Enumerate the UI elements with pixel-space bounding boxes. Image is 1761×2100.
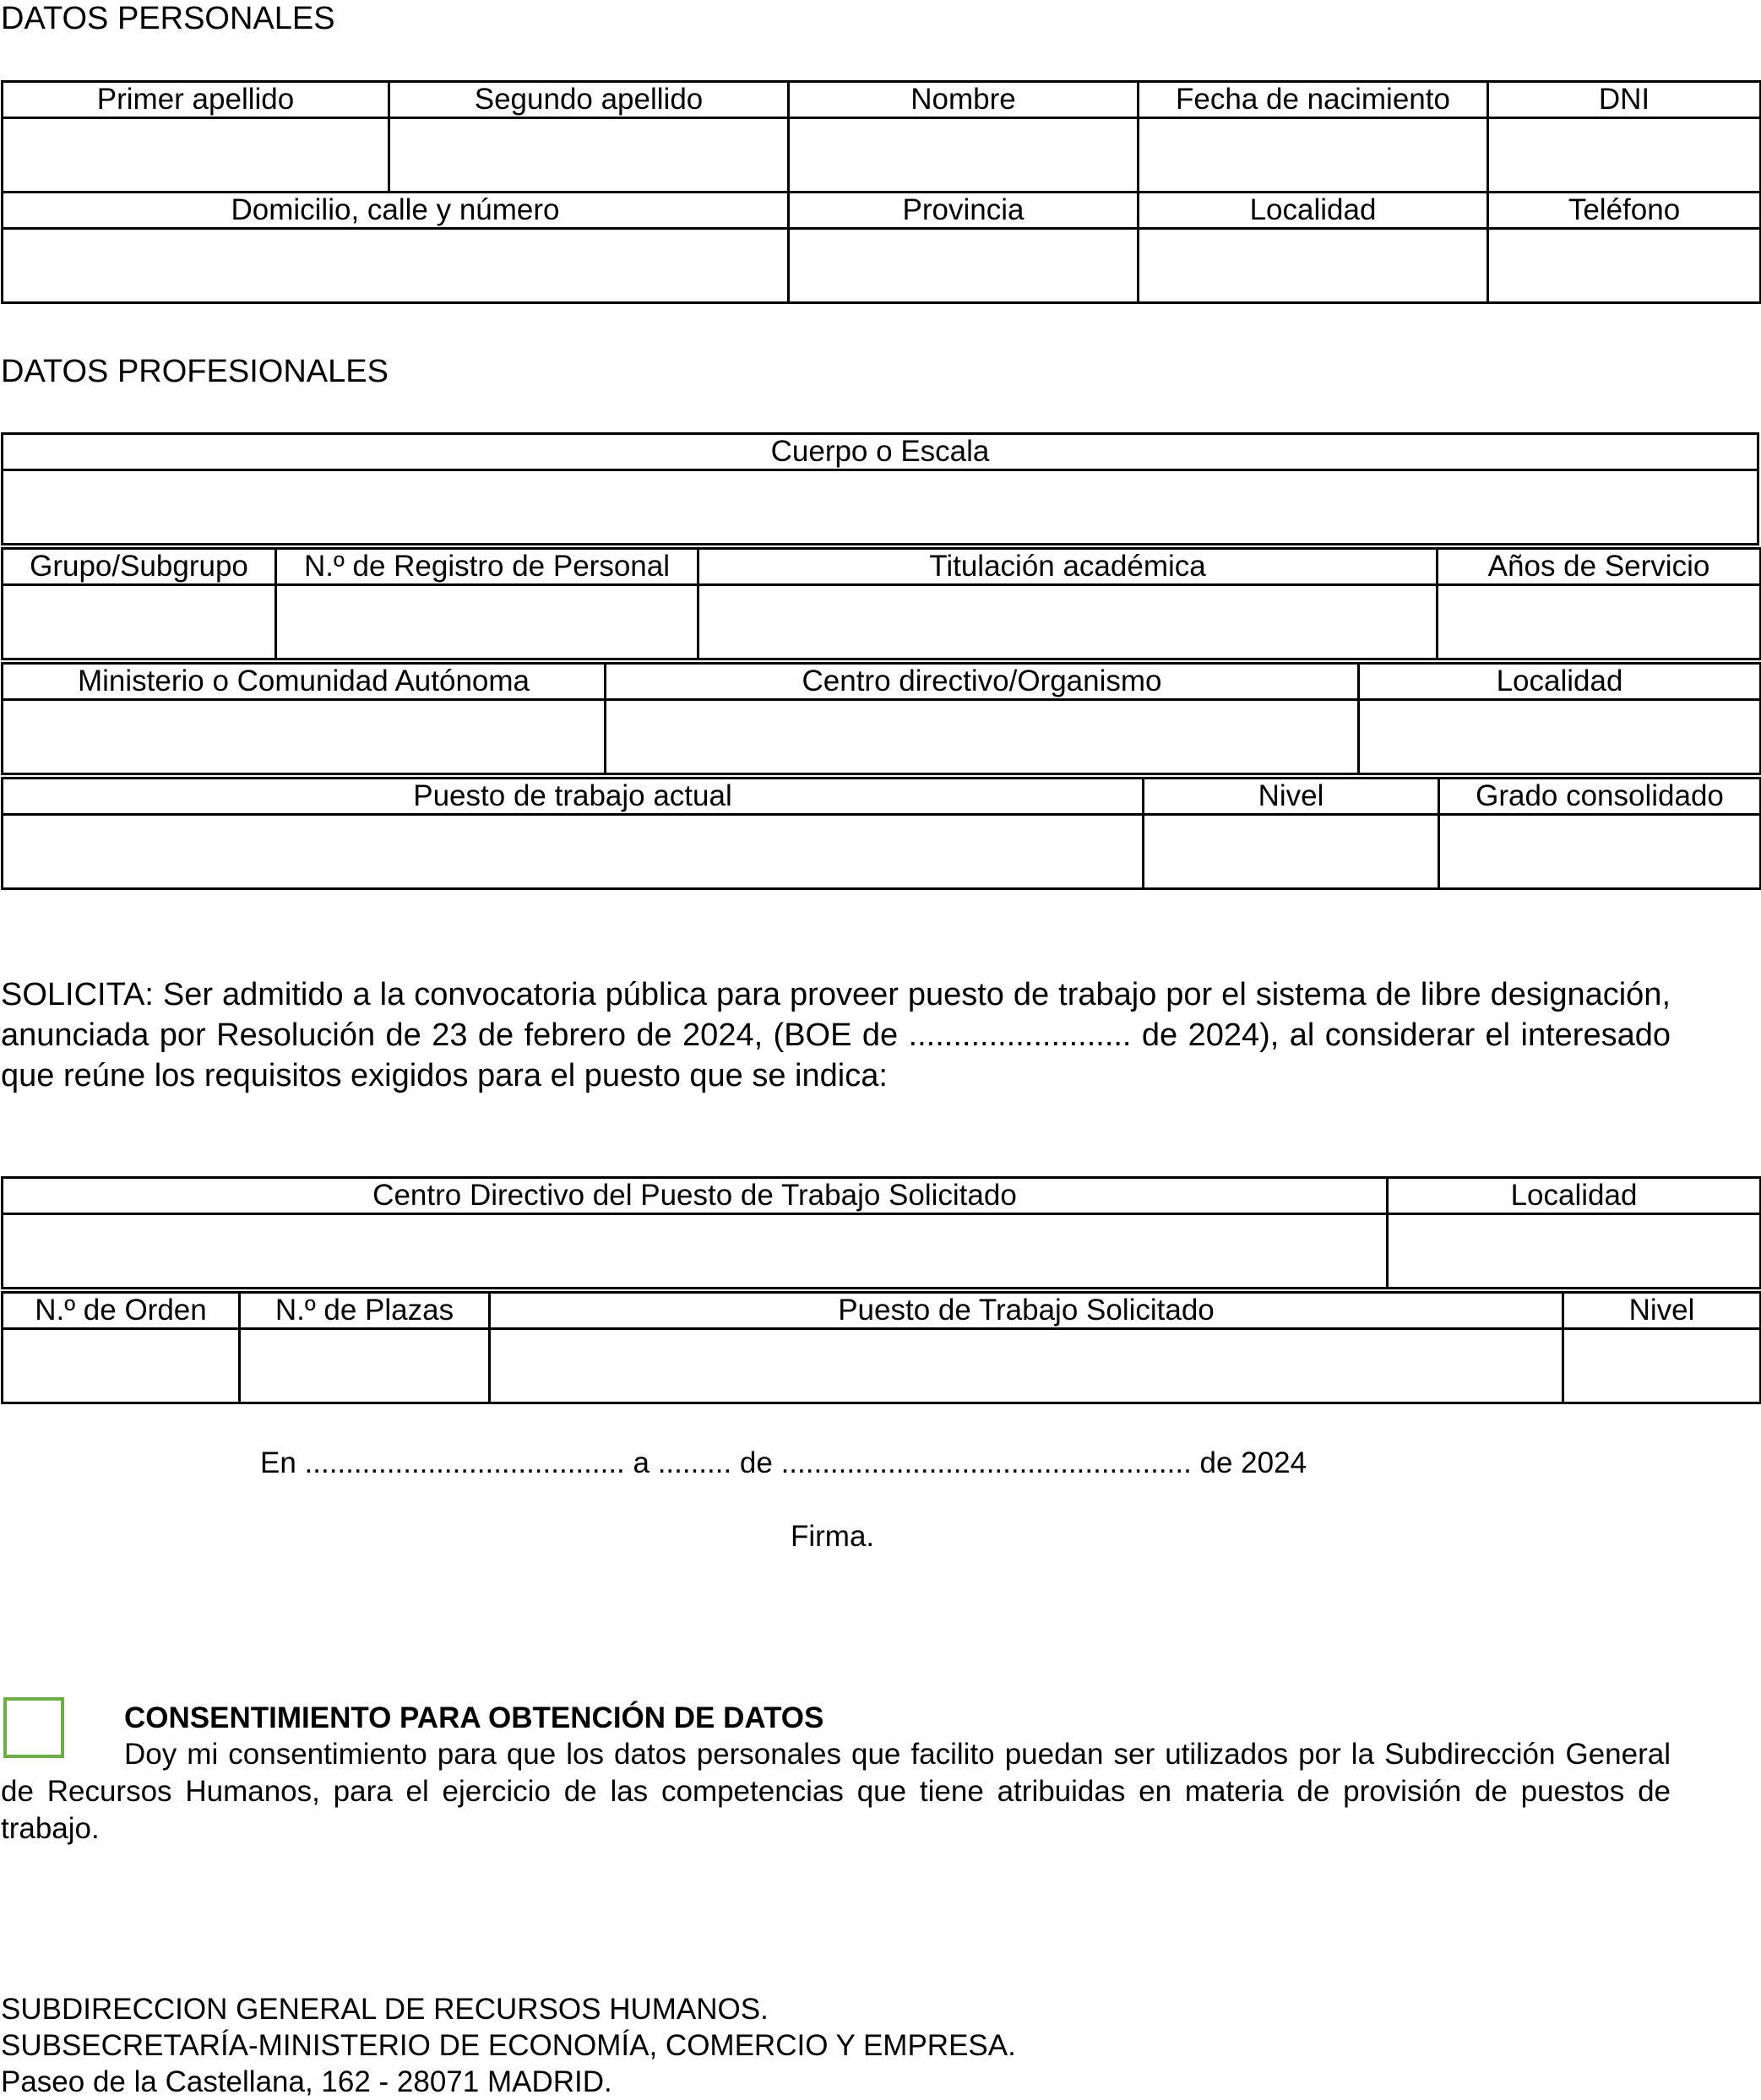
header-provincia: Provincia [789,193,1139,229]
field-centro-solicitado[interactable] [3,1214,1388,1289]
header-dni: DNI [1488,82,1761,118]
header-nivel-actual: Nivel [1144,779,1439,815]
field-localidad[interactable] [1139,229,1488,303]
professional-grupo-table [1,547,1761,660]
field-grado-consolidado[interactable] [1439,815,1761,889]
field-centro-directivo[interactable] [606,700,1359,774]
header-telefono: Teléfono [1488,193,1761,229]
consent-title: CONSENTIMIENTO PARA OBTENCIÓN DE DATOS [124,1701,824,1734]
header-nombre: Nombre [789,82,1139,118]
field-cuerpo-escala[interactable] [3,470,1758,545]
field-dni[interactable] [1488,118,1761,193]
field-primer-apellido[interactable] [3,118,389,193]
personal-section-title: DATOS PERSONALES [1,1,335,36]
consent-text: Doy mi consentimiento para que los datos personales que facilito puedan ser utilizados por la Subdirección General de Recursos Humanos, para el ejercicio de las competencias que tiene atribuidas en materia de provisión de puestos de trabajo. [1,1738,1671,1845]
header-centro-directivo: Centro directivo/Organismo [606,664,1359,700]
field-puesto-solicitado[interactable] [490,1329,1563,1403]
header-nivel-solicitado: Nivel [1563,1293,1761,1329]
field-anos-servicio[interactable] [1438,585,1761,659]
field-numero-orden[interactable] [3,1329,240,1403]
field-titulacion[interactable] [698,585,1438,659]
professional-puesto-table [1,777,1761,890]
header-numero-plazas: N.º de Plazas [240,1293,490,1329]
requested-puesto-table [1,1291,1761,1404]
professional-cuerpo-table [1,432,1759,545]
professional-section-title: DATOS PROFESIONALES [1,354,389,389]
professional-ministerio-table [1,662,1761,775]
field-nivel-solicitado[interactable] [1563,1329,1761,1403]
field-localidad-solicitado[interactable] [1388,1214,1761,1289]
header-grado-consolidado: Grado consolidado [1439,779,1761,815]
header-segundo-apellido: Segundo apellido [389,82,789,118]
footer-address [1,1991,1016,2100]
field-telefono[interactable] [1488,229,1761,303]
field-numero-plazas[interactable] [240,1329,490,1403]
field-puesto-actual[interactable] [3,815,1144,889]
field-registro-personal[interactable] [276,585,698,659]
date-line: En ....................................... a ......... de .................................................. de 2024 [260,1446,1307,1479]
header-primer-apellido: Primer apellido [3,82,389,118]
header-puesto-solicitado: Puesto de Trabajo Solicitado [490,1293,1563,1329]
field-segundo-apellido[interactable] [389,118,789,193]
field-grupo-subgrupo[interactable] [3,585,276,659]
field-ministerio[interactable] [3,700,606,774]
footer-line: Paseo de la Castellana, 162 - 28071 MADRID. [1,2065,612,2098]
field-provincia[interactable] [789,229,1139,303]
requested-centro-table [1,1176,1761,1289]
header-domicilio: Domicilio, calle y número [3,193,789,229]
header-anos-servicio: Años de Servicio [1438,549,1761,585]
solicita-paragraph: SOLICITA: Ser admitido a la convocatoria pública para proveer puesto de trabajo por el sistema de libre designación, anunciada por Resolución de 23 de febrero de 2024, (BOE de ......................... de 2024), al considerar el interesado que reúne los requisitos exigidos para el puesto que se indica: [1,977,1671,1093]
field-nivel-actual[interactable] [1144,815,1439,889]
header-numero-orden: N.º de Orden [3,1293,240,1329]
field-nombre[interactable] [789,118,1139,193]
header-localidad-solicitado: Localidad [1388,1178,1761,1214]
field-localidad-prof[interactable] [1359,700,1761,774]
field-domicilio[interactable] [3,229,789,303]
header-puesto-actual: Puesto de trabajo actual [3,779,1144,815]
header-cuerpo-escala: Cuerpo o Escala [3,434,1758,470]
header-registro-personal: N.º de Registro de Personal [276,549,698,585]
footer-line: SUBSECRETARÍA-MINISTERIO DE ECONOMÍA, COMERCIO Y EMPRESA. [1,2029,1016,2062]
header-grupo-subgrupo: Grupo/Subgrupo [3,549,276,585]
header-localidad-prof: Localidad [1359,664,1761,700]
footer-line: SUBDIRECCION GENERAL DE RECURSOS HUMANOS. [1,1993,769,2026]
personal-data-table [1,80,1761,304]
field-fecha-nacimiento[interactable] [1139,118,1488,193]
header-titulacion: Titulación académica [698,549,1438,585]
header-ministerio: Ministerio o Comunidad Autónoma [3,664,606,700]
header-fecha-nacimiento: Fecha de nacimiento [1139,82,1488,118]
firma-label: Firma. [791,1520,875,1553]
header-centro-solicitado: Centro Directivo del Puesto de Trabajo Solicitado [3,1178,1388,1214]
header-localidad: Localidad [1139,193,1488,229]
